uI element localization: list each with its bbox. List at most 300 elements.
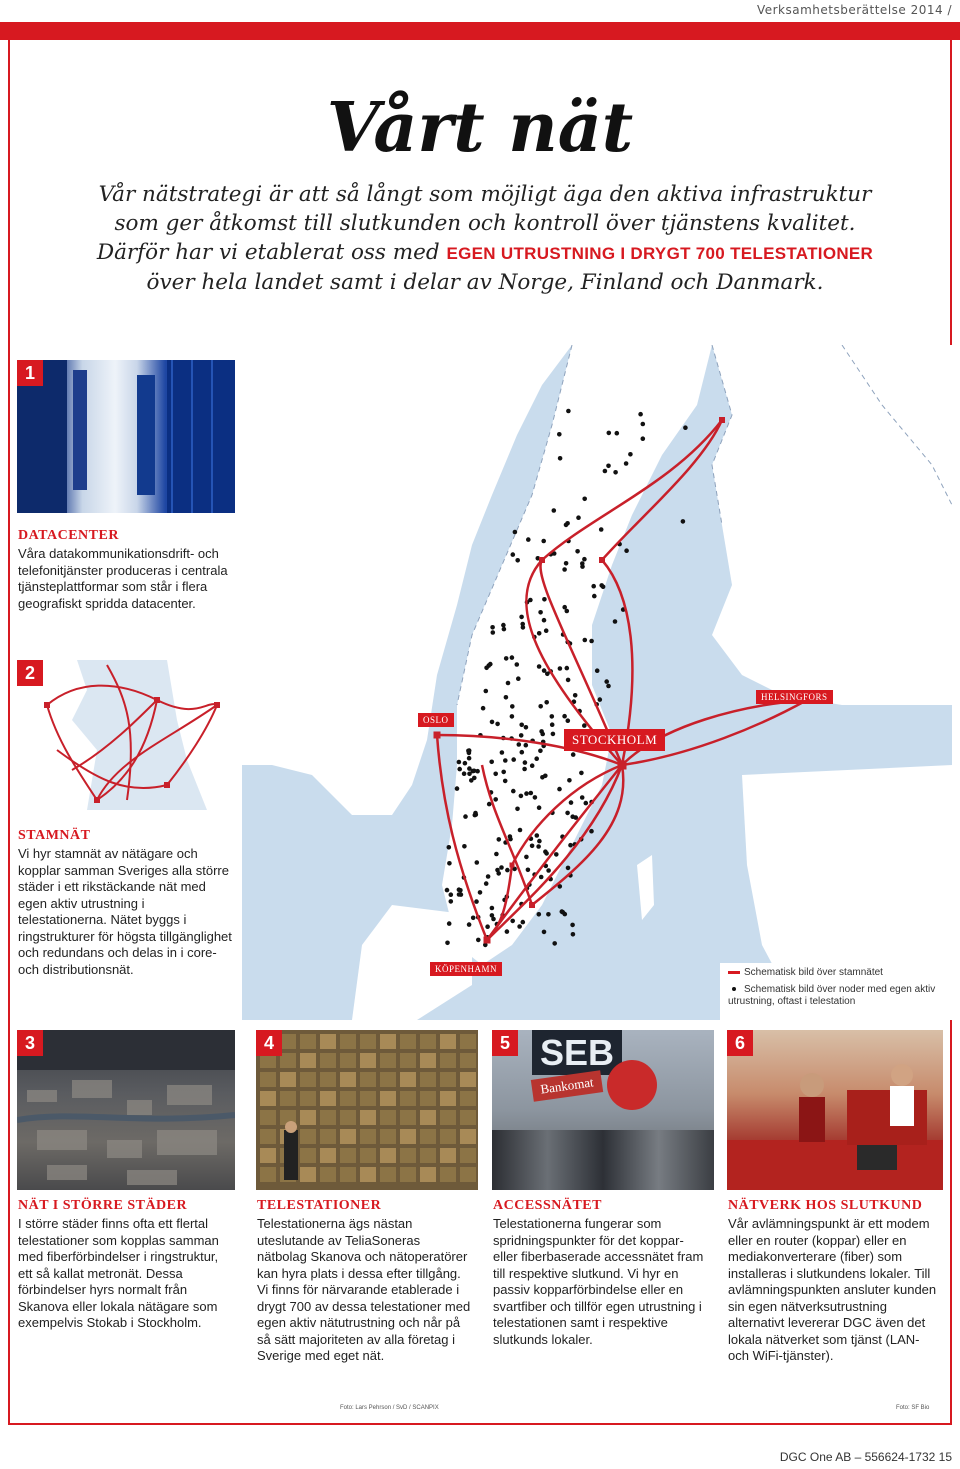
node-dot <box>537 631 542 636</box>
node-dot <box>579 771 584 776</box>
node-dot <box>495 868 500 873</box>
node-dot <box>522 767 527 772</box>
node-dot <box>473 811 478 816</box>
node-dot <box>500 750 505 755</box>
node-dot <box>567 778 572 783</box>
node-dot <box>607 431 612 436</box>
hub-node <box>719 417 725 423</box>
node-dot <box>551 732 556 737</box>
node-dot <box>504 695 509 700</box>
node-dot <box>521 625 526 630</box>
seb-bankomat-photo <box>492 1030 714 1190</box>
node-dot <box>603 469 608 474</box>
node-dot <box>566 718 571 723</box>
rack-unit <box>460 1034 476 1049</box>
node-dot <box>471 916 476 921</box>
node-dot <box>474 899 479 904</box>
node-dot <box>580 795 585 800</box>
node-dot <box>545 672 550 677</box>
node-dot <box>515 807 520 812</box>
node-dot <box>475 860 480 865</box>
node-dot <box>542 597 547 602</box>
node-dot <box>542 618 547 623</box>
node-dot <box>604 679 609 684</box>
rack-unit <box>260 1148 276 1163</box>
node-dot <box>490 720 495 725</box>
node-dot <box>526 537 531 542</box>
node-dot <box>457 767 462 772</box>
rack-unit <box>260 1129 276 1144</box>
rack-unit <box>340 1129 356 1144</box>
node-dot <box>565 811 570 816</box>
node-dot <box>558 666 563 671</box>
node-dot <box>493 772 498 777</box>
node-dot <box>519 615 524 620</box>
node-dot <box>537 805 542 810</box>
node-dot <box>613 619 618 624</box>
node-dot <box>447 845 452 850</box>
node-dot <box>557 432 562 437</box>
node-dot <box>497 837 502 842</box>
section-number-6: 6 <box>727 1030 753 1056</box>
rack-unit <box>380 1091 396 1106</box>
telestation-racks <box>256 1030 478 1190</box>
node-dot <box>505 929 510 934</box>
node-dot <box>571 752 576 757</box>
node-dot <box>469 778 474 783</box>
node-dot <box>554 852 559 857</box>
hub-node <box>539 557 545 563</box>
rack-unit <box>460 1129 476 1144</box>
node-dot <box>624 461 629 466</box>
node-dot <box>543 774 548 779</box>
legend-label-backbone: Schematisk bild över stamnätet <box>744 967 883 978</box>
node-dot <box>530 844 535 849</box>
node-dot <box>524 725 529 730</box>
node-dot <box>681 519 686 524</box>
node-dot <box>564 561 569 566</box>
red-logo-sign <box>607 1060 657 1110</box>
map-land-finland <box>712 345 952 705</box>
node-dot <box>582 497 587 502</box>
seb-sign: SEB <box>532 1030 622 1075</box>
node-dot <box>445 941 450 946</box>
node-dot <box>457 760 462 765</box>
node-dot <box>521 920 526 925</box>
hub-node <box>434 732 441 739</box>
node-dot <box>510 704 515 709</box>
rack-unit <box>300 1148 316 1163</box>
cinema-scene <box>727 1030 943 1190</box>
node-dot <box>628 452 633 457</box>
node-dot <box>499 865 504 870</box>
legend-item-backbone <box>728 967 883 979</box>
rack-unit <box>340 1053 356 1068</box>
node-dot <box>516 676 521 681</box>
node-dot <box>546 868 551 873</box>
rack-unit <box>380 1072 396 1087</box>
rack-unit <box>400 1148 416 1163</box>
rack-unit <box>400 1091 416 1106</box>
rack-unit <box>440 1034 456 1049</box>
intro-highlight: EGEN UTRUSTNING I DRYGT 700 TELESTATIONER <box>446 244 874 263</box>
node-dot <box>565 609 570 614</box>
photo-credit-telestation: Foto: Lars Pehrson / SvD / SCANPIX <box>340 1405 439 1411</box>
node-dot <box>534 756 539 761</box>
hub-node <box>510 863 515 868</box>
node-dot <box>463 814 468 819</box>
node-dot <box>589 829 594 834</box>
node-dot <box>592 594 597 599</box>
top-red-bar <box>0 22 960 40</box>
node-dot <box>550 722 555 727</box>
node-dot <box>582 557 587 562</box>
rack-unit <box>320 1110 336 1125</box>
node-dot <box>501 623 506 628</box>
node-dot <box>484 689 489 694</box>
section-number-4: 4 <box>256 1030 282 1056</box>
node-dot <box>537 839 542 844</box>
node-dot <box>478 890 483 895</box>
rack-unit <box>380 1053 396 1068</box>
rack-unit <box>460 1053 476 1068</box>
node-dot <box>641 436 646 441</box>
rack-unit <box>400 1110 416 1125</box>
rack-unit <box>360 1110 376 1125</box>
rack-unit <box>420 1129 436 1144</box>
rack-unit <box>260 1072 276 1087</box>
node-dot <box>638 412 643 417</box>
rack-unit <box>360 1034 376 1049</box>
rack-unit <box>420 1053 436 1068</box>
section-heading-telestation: TELESTATIONER <box>257 1198 382 1213</box>
node-dot <box>489 760 494 765</box>
node-dot <box>683 425 688 430</box>
legend-label-nodes: Schematisk bild över noder med egen aktiv utrustning, oftast i telestation <box>728 984 936 1007</box>
node-dot <box>538 749 543 754</box>
rack-unit <box>300 1072 316 1087</box>
section-heading-access: ACCESSNÄTET <box>493 1198 602 1213</box>
rack-unit <box>360 1072 376 1087</box>
hub-node <box>484 937 491 944</box>
node-dot <box>574 815 579 820</box>
node-dot <box>606 684 611 689</box>
node-dot <box>515 558 520 563</box>
node-dot <box>508 834 513 839</box>
node-dot <box>495 722 500 727</box>
rack-unit <box>360 1091 376 1106</box>
section-heading-cities: NÄT I STÖRRE STÄDER <box>18 1198 188 1213</box>
section-body-stamnat: Vi hyr stamnät av nätägare och kopplar samman Sveriges alla större städer i ett rikstäckande nät med egen aktiv utrustning i telestationerna. Nätet byggs i ringstrukturer för högsta tillgänglighet och redundans och delas in i core- och distributionsnät. <box>18 846 232 977</box>
node-dot <box>462 771 467 776</box>
node-dot <box>560 909 565 914</box>
node-dot <box>490 906 495 911</box>
legend-line-icon <box>728 971 740 974</box>
node-dot <box>523 760 528 765</box>
node-dot <box>552 941 557 946</box>
node-dot <box>542 930 547 935</box>
intro-text-2: över hela landet samt i delar av Norge, Finland och Danmark. <box>146 270 824 295</box>
node-dot <box>494 852 499 857</box>
rack-unit <box>460 1148 476 1163</box>
rack-unit <box>440 1072 456 1087</box>
rack-unit <box>320 1129 336 1144</box>
city-aerial-photo <box>17 1030 235 1190</box>
node-dot <box>506 681 511 686</box>
node-dot <box>467 756 472 761</box>
node-dot <box>565 666 570 671</box>
node-dot <box>484 666 489 671</box>
running-header: Verksamhetsberättelse 2014 / <box>756 3 952 17</box>
node-dot <box>541 539 546 544</box>
rack-unit <box>460 1072 476 1087</box>
map-land-gotland <box>637 855 654 920</box>
node-dot <box>544 700 549 705</box>
rack-unit <box>360 1148 376 1163</box>
node-dot <box>490 913 495 918</box>
section-heading-datacenter: DATACENTER <box>18 528 119 543</box>
rack-unit <box>400 1167 416 1182</box>
node-dot <box>490 625 495 630</box>
rack-unit <box>440 1148 456 1163</box>
node-dot <box>591 584 596 589</box>
rack-unit <box>280 1053 296 1068</box>
rack-unit <box>420 1091 436 1106</box>
node-dot <box>598 697 603 702</box>
node-dot <box>457 887 462 892</box>
bankomat-sign: Bankomat <box>531 1070 603 1102</box>
node-dot <box>467 922 472 927</box>
rack-unit <box>400 1072 416 1087</box>
rack-unit <box>320 1053 336 1068</box>
rack-unit <box>460 1167 476 1182</box>
city-label-kopenhamn: KÖPENHAMN <box>430 962 502 976</box>
section-body-access: Telestationerna fungerar som spridningspunkter för det koppar- eller fiberbaserade accessnätet fram till respektive slutkund. Vi hyr en passiv kopparförbindelse eller en svartfiber och tillför egen utrustning i telestationen samt i respektive slutkunds lokaler. <box>493 1216 704 1347</box>
rack-unit <box>400 1034 416 1049</box>
node-dot <box>566 866 571 871</box>
node-dot <box>526 868 531 873</box>
node-dot <box>511 552 516 557</box>
node-dot <box>519 723 524 728</box>
datacenter-photo <box>17 360 235 513</box>
node-dot <box>595 668 600 673</box>
section-body-telestation: Telestationerna ägs nästan uteslutande av TeliaSoneras nätbolag Skanova och nätoperatörer kan hyra plats i dessa efter tillgång. Vi finns för närvarande etablerade i drygt 700 av dessa telestationer med egen aktiv nätutrustning och når på så sätt majoriteten av alla företag i Sverige med eget nät. <box>257 1216 471 1363</box>
rack-unit <box>380 1129 396 1144</box>
node-dot <box>566 678 571 683</box>
section-heading-customer: NÄTVERK HOS SLUTKUND <box>728 1198 923 1213</box>
node-dot <box>486 874 491 879</box>
node-dot <box>485 924 490 929</box>
rack-unit <box>460 1091 476 1106</box>
node-dot <box>564 523 569 528</box>
rack-unit <box>300 1091 316 1106</box>
rack-unit <box>340 1110 356 1125</box>
node-dot <box>511 789 516 794</box>
node-dot <box>466 749 471 754</box>
page-footer: DGC One AB – 556624-1732 15 <box>779 1450 952 1464</box>
node-dot <box>583 638 588 643</box>
rack-unit <box>420 1148 436 1163</box>
node-dot <box>505 868 510 873</box>
hub-node <box>599 557 605 563</box>
photo-credit-customer: Foto: SF Bio <box>896 1405 930 1411</box>
node-dot <box>445 888 450 893</box>
rack-unit <box>280 1072 296 1087</box>
node-dot <box>550 714 555 719</box>
rack-unit <box>340 1091 356 1106</box>
rack-unit <box>440 1091 456 1106</box>
stamnat-map-photo <box>17 660 235 810</box>
node-dot <box>447 861 452 866</box>
rack-unit <box>300 1034 316 1049</box>
rack-unit <box>340 1148 356 1163</box>
node-dot <box>530 763 535 768</box>
node-dot <box>529 791 534 796</box>
rack-unit <box>300 1167 316 1182</box>
legend-dot-icon <box>732 987 736 991</box>
node-dot <box>510 655 515 660</box>
node-dot <box>570 923 575 928</box>
node-dot <box>539 875 544 880</box>
street-people <box>492 1130 714 1190</box>
node-dot <box>449 892 454 897</box>
node-dot <box>476 938 481 943</box>
node-dot <box>540 732 545 737</box>
node-dot <box>606 464 611 469</box>
rack-unit <box>320 1072 336 1087</box>
node-dot <box>524 743 529 748</box>
intro-text-1: Vår nätstrategi är att så långt som möjligt äga den aktiva infrastruktur som ger åtkomst till slutkunden och kontroll över tjänstens kvalitet. Därför har vi etablerat oss med <box>96 182 872 265</box>
node-dot <box>504 656 509 661</box>
node-dot <box>580 564 585 569</box>
rack-unit <box>440 1129 456 1144</box>
rack-unit <box>320 1167 336 1182</box>
node-dot <box>624 548 629 553</box>
node-dot <box>546 912 551 917</box>
intro-paragraph <box>90 180 880 297</box>
node-dot <box>463 761 468 766</box>
node-dot <box>641 422 646 427</box>
page-title: Vårt nät <box>326 88 634 168</box>
node-dot <box>538 610 543 615</box>
node-dot <box>513 530 518 535</box>
rack-unit <box>340 1034 356 1049</box>
node-dot <box>589 639 594 644</box>
city-aerial-texture <box>17 1030 235 1190</box>
section-body-cities: I större städer finns ofta ett flertal telestationer som kopplas samman med fiberförbindelser i ringstruktur, ett så kallat metronät. Dessa förbindelser hyrs normalt från Skanova eller lokala nätägare som exempelvis Stokab i Stockholm. <box>18 1216 219 1330</box>
node-dot <box>519 733 524 738</box>
rack-unit <box>420 1072 436 1087</box>
node-dot <box>571 932 576 937</box>
node-dot <box>511 757 516 762</box>
rack-unit <box>300 1110 316 1125</box>
node-dot <box>599 583 604 588</box>
node-dot <box>538 704 543 709</box>
node-dot <box>475 769 480 774</box>
node-dot <box>544 628 549 633</box>
node-dot <box>535 833 540 838</box>
node-dot <box>524 791 529 796</box>
rack-unit <box>340 1167 356 1182</box>
section-body-customer: Vår avlämningspunkt är ett modem eller en router (koppar) eller en mediakonverterare (fiber) som installeras i slutkundens lokaler. Till avlämningspunkten ansluter kunden sin egen nätverksutrustning alternativt levererar DGC även det lokala nätverket som tjänst (LAN- och WiFi-tjänster). <box>728 1216 937 1363</box>
node-dot <box>502 627 507 632</box>
node-dot <box>519 794 524 799</box>
node-dot <box>613 470 618 475</box>
node-dot <box>615 431 620 436</box>
node-dot <box>449 899 454 904</box>
city-label-helsingfors: HELSINGFORS <box>756 690 833 704</box>
datacenter-racks <box>17 360 235 513</box>
rack-unit <box>440 1110 456 1125</box>
hub-node <box>529 902 535 908</box>
node-dot <box>558 456 563 461</box>
rack-unit <box>400 1129 416 1144</box>
rack-unit <box>460 1110 476 1125</box>
node-dot <box>484 881 489 886</box>
node-dot <box>552 508 557 513</box>
node-dot <box>503 758 508 763</box>
node-dot <box>575 549 580 554</box>
rack-unit <box>360 1129 376 1144</box>
node-dot <box>517 742 522 747</box>
node-dot <box>536 844 541 849</box>
network-map <box>242 345 952 1020</box>
node-dot <box>537 912 542 917</box>
node-dot <box>491 630 496 635</box>
section-number-3: 3 <box>17 1030 43 1056</box>
section-number-2: 2 <box>17 660 43 686</box>
node-dot <box>533 795 538 800</box>
node-dot <box>520 750 525 755</box>
rack-unit <box>360 1167 376 1182</box>
node-dot <box>510 714 515 719</box>
rack-unit <box>380 1110 396 1125</box>
section-number-1: 1 <box>17 360 43 386</box>
section-body-datacenter: Våra datakommunikationsdrift- och telefonitjänster produceras i centrala tjänsteplattformar som står i flera geografiskt spridda datacenter. <box>18 546 228 611</box>
rack-unit <box>260 1110 276 1125</box>
network-map-svg <box>242 345 952 1020</box>
node-dot <box>462 844 467 849</box>
rack-unit <box>320 1034 336 1049</box>
section-heading-stamnat: STAMNÄT <box>18 828 91 843</box>
node-dot <box>562 714 567 719</box>
node-dot <box>457 892 462 897</box>
rack-unit <box>280 1034 296 1049</box>
rack-unit <box>320 1148 336 1163</box>
node-dot <box>599 527 604 532</box>
node-dot <box>493 797 498 802</box>
rack-unit <box>340 1072 356 1087</box>
node-dot <box>518 828 523 833</box>
rack-unit <box>400 1053 416 1068</box>
node-dot <box>573 693 578 698</box>
node-dot <box>537 664 542 669</box>
rack-unit <box>420 1167 436 1182</box>
legend-item-nodes <box>728 984 948 1008</box>
node-dot <box>569 800 574 805</box>
rack-unit <box>300 1053 316 1068</box>
rack-unit <box>420 1110 436 1125</box>
node-dot <box>566 409 571 414</box>
node-dot <box>455 786 460 791</box>
node-dot <box>576 515 581 520</box>
section-number-5: 5 <box>492 1030 518 1056</box>
city-label-oslo: OSLO <box>418 713 454 727</box>
telestation-photo <box>256 1030 478 1190</box>
cinema-customer-photo <box>727 1030 943 1190</box>
rack-unit <box>320 1091 336 1106</box>
map-legend <box>720 963 952 1020</box>
